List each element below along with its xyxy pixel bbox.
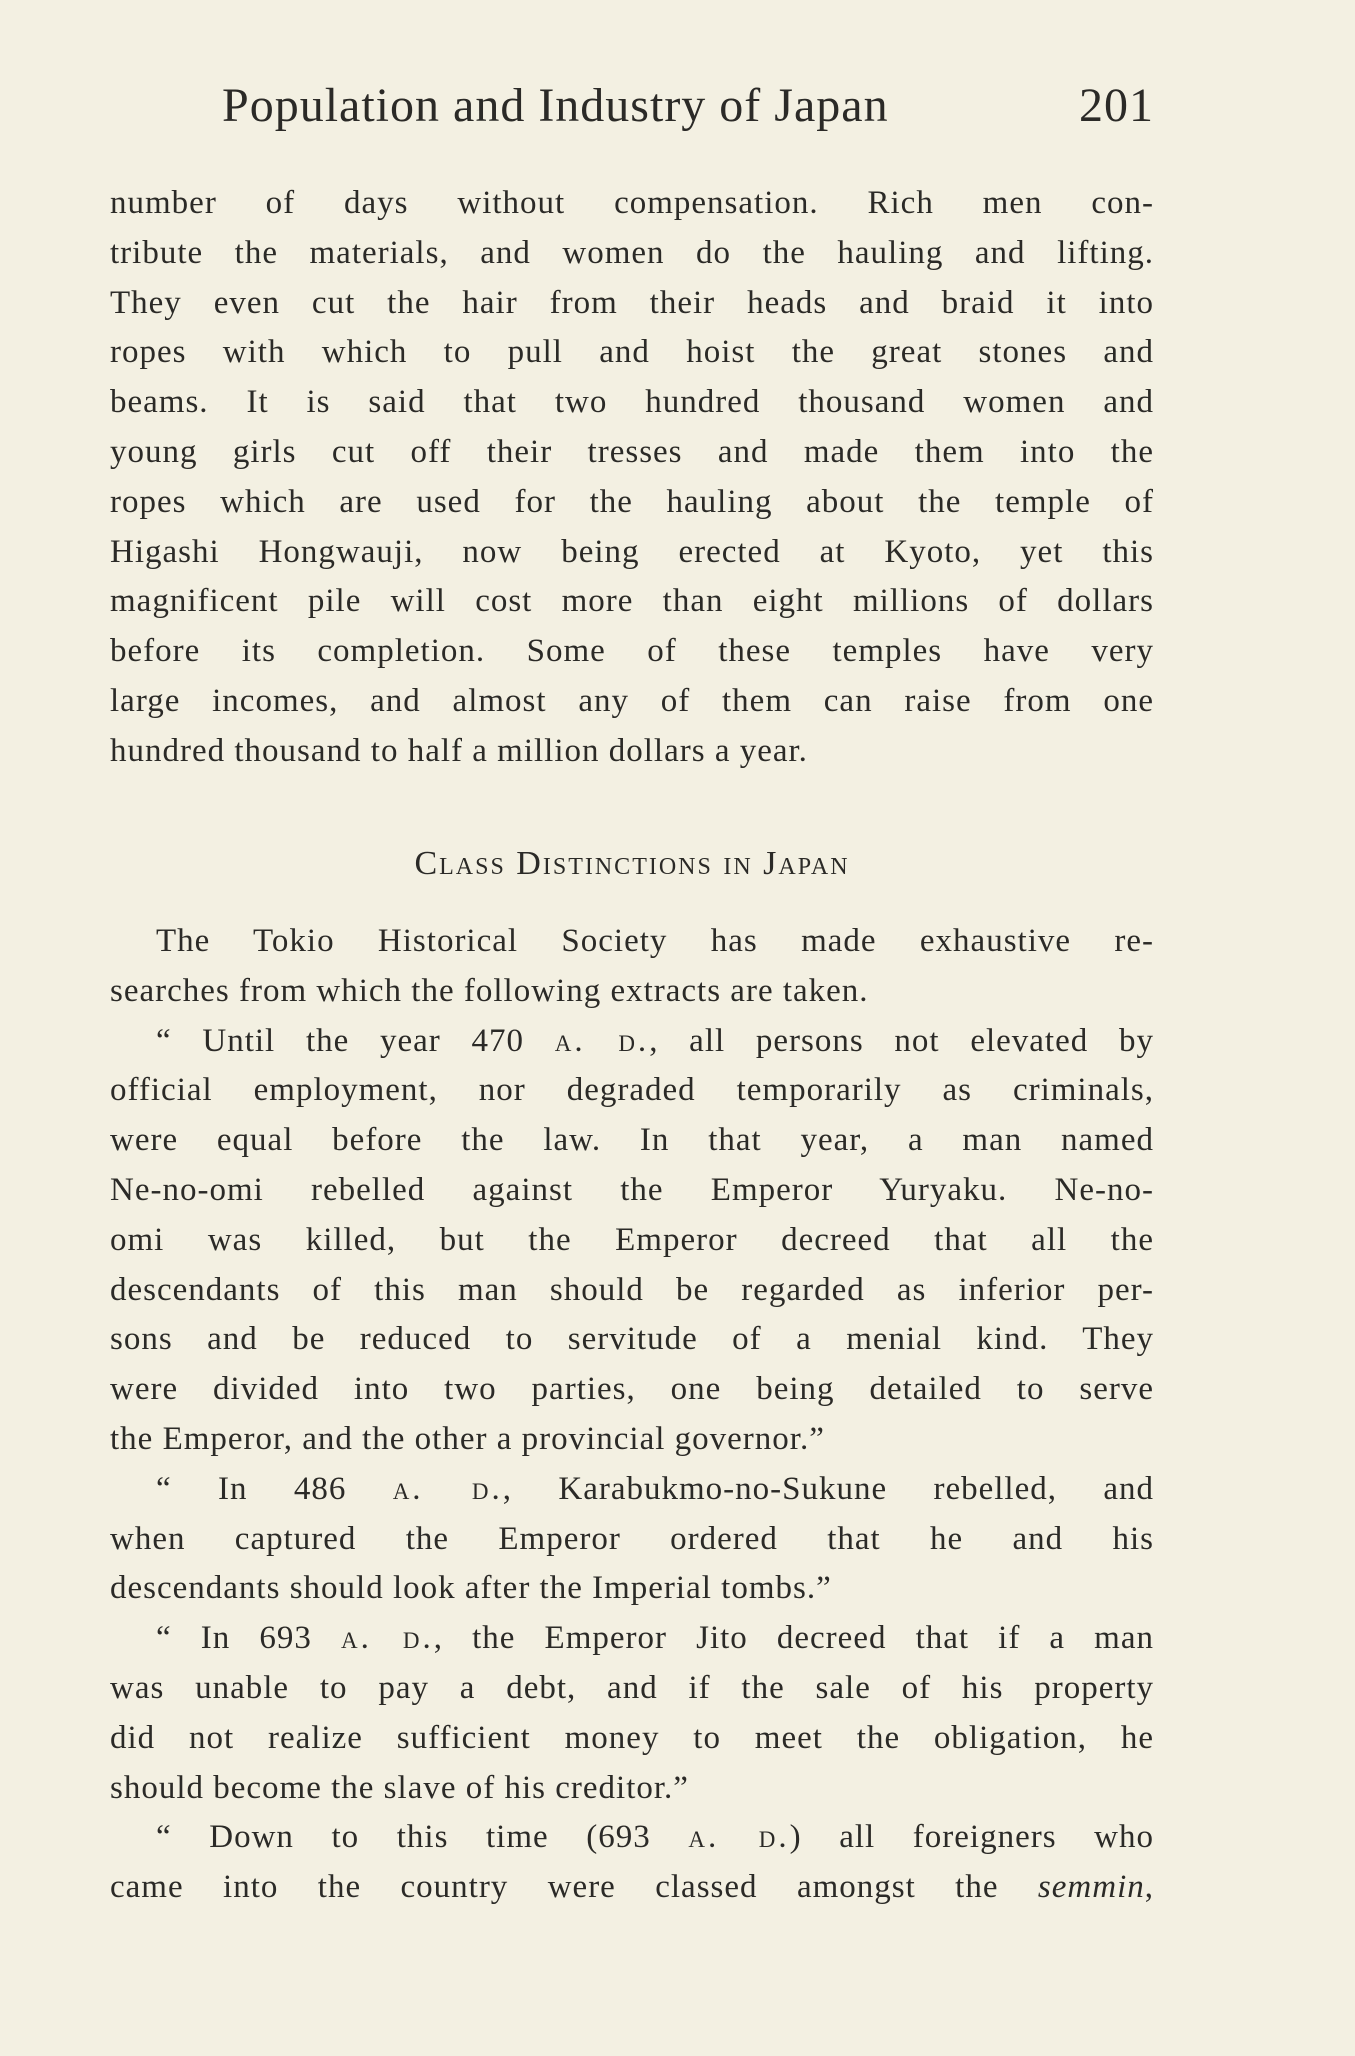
era-abbreviation: a. d. bbox=[392, 1470, 503, 1507]
running-header bbox=[222, 78, 1154, 148]
text-line: before its completion. Some of these temples have very bbox=[110, 633, 1154, 670]
page-number: 201 bbox=[1079, 79, 1154, 132]
text-line: when captured the Emperor ordered that he and his bbox=[110, 1520, 1154, 1557]
class-distinctions-text bbox=[110, 917, 1154, 1913]
text-line: did not realize sufficient money to meet the obligation, he bbox=[110, 1719, 1154, 1756]
text-line: descendants should look after the Imperial tombs.” bbox=[110, 1570, 832, 1607]
text-line: omi was killed, but the Emperor decreed that all the bbox=[110, 1221, 1154, 1258]
running-title: Population and Industry of Japan bbox=[222, 79, 889, 132]
text-line: ropes which are used for the hauling about the temple of bbox=[110, 483, 1154, 520]
text-line: was unable to pay a debt, and if the sale of his property bbox=[110, 1669, 1154, 1706]
text-line: “ In 693 a. d., the Emperor Jito decreed that if a man bbox=[156, 1620, 1154, 1657]
text-line: young girls cut off their tresses and made them into the bbox=[110, 433, 1154, 470]
text-line: sons and be reduced to servitude of a menial kind. They bbox=[110, 1321, 1154, 1358]
text-line: should become the slave of his creditor.” bbox=[110, 1769, 689, 1806]
text-line: large incomes, and almost any of them can raise from one bbox=[110, 682, 1154, 719]
italic-term: semmin bbox=[1037, 1869, 1145, 1906]
era-abbreviation: a. d. bbox=[340, 1620, 434, 1657]
text-line: They even cut the hair from their heads and braid it into bbox=[110, 284, 1154, 321]
text-line: “ Until the year 470 a. d., all persons not elevated by bbox=[156, 1022, 1154, 1059]
text-line: official employment, nor degraded temporarily as criminals, bbox=[110, 1072, 1154, 1109]
text-line: number of days without compensation. Rich men con- bbox=[110, 185, 1154, 221]
text-line: came into the country were classed amongst the semmin, bbox=[110, 1869, 1154, 1906]
text-line: tribute the materials, and women do the hauling and lifting. bbox=[110, 234, 1154, 271]
text-line: were divided into two parties, one being detailed to serve bbox=[110, 1371, 1154, 1408]
text-line: searches from which the following extracts are taken. bbox=[110, 972, 869, 1009]
section-heading: Class Distinctions in Japan bbox=[414, 845, 850, 882]
text-line: Higashi Hongwauji, now being erected at Kyoto, yet this bbox=[110, 533, 1154, 570]
text-line: descendants of this man should be regarded as inferior per- bbox=[110, 1271, 1154, 1308]
text-line: hundred thousand to half a million dollars a year. bbox=[110, 732, 808, 769]
paragraph-temple-donations bbox=[110, 179, 1154, 777]
text-line: the Emperor, and the other a provincial governor.” bbox=[110, 1420, 825, 1457]
text-line: were equal before the law. In that year, a man named bbox=[110, 1122, 1154, 1159]
text-line: ropes with which to pull and hoist the great stones and bbox=[110, 334, 1154, 371]
era-abbreviation: a. d. bbox=[554, 1022, 650, 1059]
text-line: Ne-no-omi rebelled against the Emperor Yuryaku. Ne-no- bbox=[110, 1171, 1154, 1208]
text-line: The Tokio Historical Society has made exhaustive re- bbox=[156, 923, 1154, 959]
text-line: beams. It is said that two hundred thousand women and bbox=[110, 384, 1154, 421]
text-line: “ Down to this time (693 a. d.) all foreigners who bbox=[156, 1819, 1154, 1856]
era-abbreviation: a. d. bbox=[688, 1819, 790, 1856]
text-line: magnificent pile will cost more than eight millions of dollars bbox=[110, 583, 1154, 620]
text-line: “ In 486 a. d., Karabukmo-no-Sukune rebelled, and bbox=[156, 1470, 1154, 1507]
